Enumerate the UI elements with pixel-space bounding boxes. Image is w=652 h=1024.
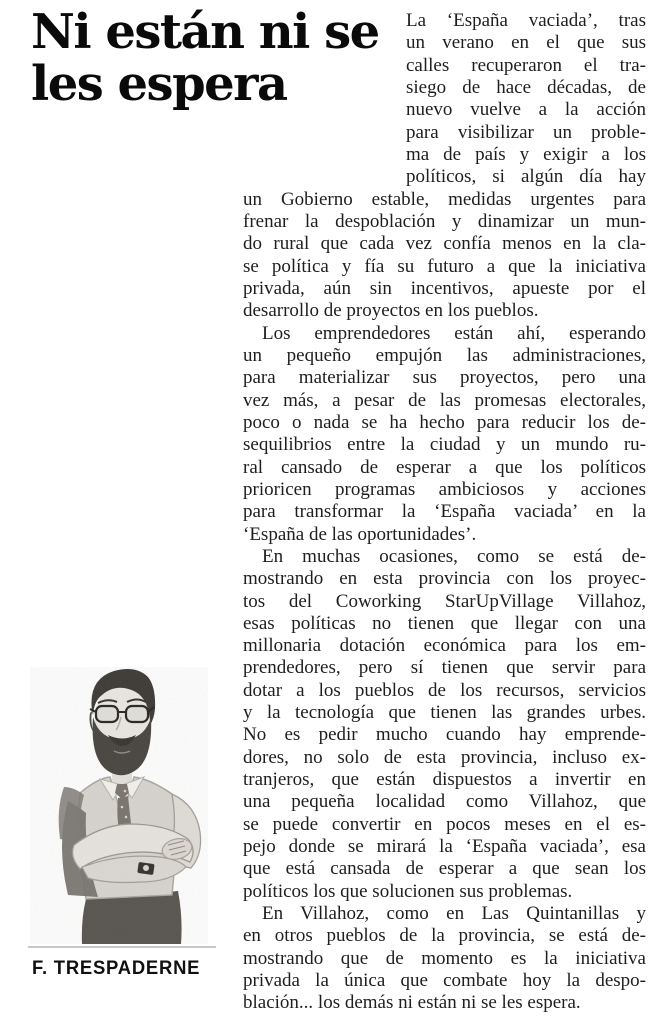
body-line: En Villahoz, como en Las Quintanillas y [262,903,646,925]
body-line: nuevo vuelve a la acción [406,99,646,121]
author-divider [28,946,216,948]
body-line: políticos, si algún día hay [406,166,646,188]
body-line: vez más, a pesar de las promesas electorales, [243,389,646,411]
body-line: pejo donde se mirará la ‘España vaciada’, esa [243,836,646,858]
body-line: mostrando que de momento es la iniciativa [243,947,646,969]
body-line: se política y fía su futuro a que la iniciativa [243,255,646,277]
body-line: Los emprendedores están ahí, esperando [262,322,646,344]
body-line: que está cansada de esperar a que sean los [243,858,646,880]
body-line: se puede convertir en pocos meses en el es- [243,813,646,835]
body-line: prendedores, pero sí tienen que servir para [243,657,646,679]
body-line: do rural que cada vez confía menos en la cla- [243,233,646,255]
body-line: para transformar la ‘España vaciada’ en la [243,501,646,523]
body-line: siego de hace décadas, de [406,76,646,98]
body-line: privada la única que combate hoy la despo- [243,970,646,992]
body-line: prioricen programas ambiciosos y acciones [243,478,646,500]
body-line: ma de país y exigir a los [406,143,646,165]
body-line: en otros pueblos de la provincia, se está de- [243,925,646,947]
body-line: tos del Coworking StarUpVillage Villahoz, [243,590,646,612]
body-line: para visibilizar un proble- [406,121,646,143]
body-line: y la tecnología que tienen las grandes urbes. [243,702,646,724]
body-line: dotar a los pueblos de los recursos, servicios [243,679,646,701]
body-line: En muchas ocasiones, como se está de- [262,545,646,567]
portrait-sketch-image [30,667,208,944]
body-line: blación... los demás ni están ni se les espera. [243,992,581,1014]
body-line: mostrando en esta provincia con los proyec- [243,568,646,590]
headline-line-2: les espera [31,56,287,112]
author-portrait [30,667,208,944]
body-line: un pequeño empujón las administraciones, [243,344,646,366]
body-column-narrow [406,10,646,189]
body-line: millonaria dotación económica para los em- [243,635,646,657]
headline-line-1: Ni están ni se [31,4,379,60]
headline [31,6,391,110]
body-line: un verano en el que sus [406,32,646,54]
body-line: esas políticas no tienen que llegar con una [243,612,646,634]
body-line: calles recuperaron el tra- [406,54,646,76]
body-line: dores, no solo de esta provincia, incluso ex- [243,746,646,768]
body-line: frenar la despoblación y dinamizar un mun- [243,210,646,232]
body-line: tranjeros, que están dispuestos a invertir en [243,769,646,791]
body-column-wide [243,189,646,1015]
body-line: ral cansado de esperar a que los políticos [243,456,646,478]
body-line: políticos los que solucionen sus problemas. [243,880,573,902]
body-line: ‘España de las oportunidades’. [243,523,477,545]
body-line: una pequeña localidad como Villahoz, que [243,791,646,813]
body-line: La ‘España vaciada’, tras [406,10,646,31]
author-name: F. TRESPADERNE [32,958,201,979]
body-line: para materializar sus proyectos, pero una [243,367,646,389]
body-line: privada, aún sin incentivos, apueste por el [243,277,646,299]
body-line: No es pedir mucho cuando hay emprende- [243,724,646,746]
body-line: un Gobierno estable, medidas urgentes para [243,188,646,210]
body-line: sequilibrios entre la ciudad y un mundo ru- [243,434,646,456]
body-line: poco o nada se ha hecho para reducir los de- [243,411,646,433]
body-line: desarrollo de proyectos en los pueblos. [243,300,539,322]
